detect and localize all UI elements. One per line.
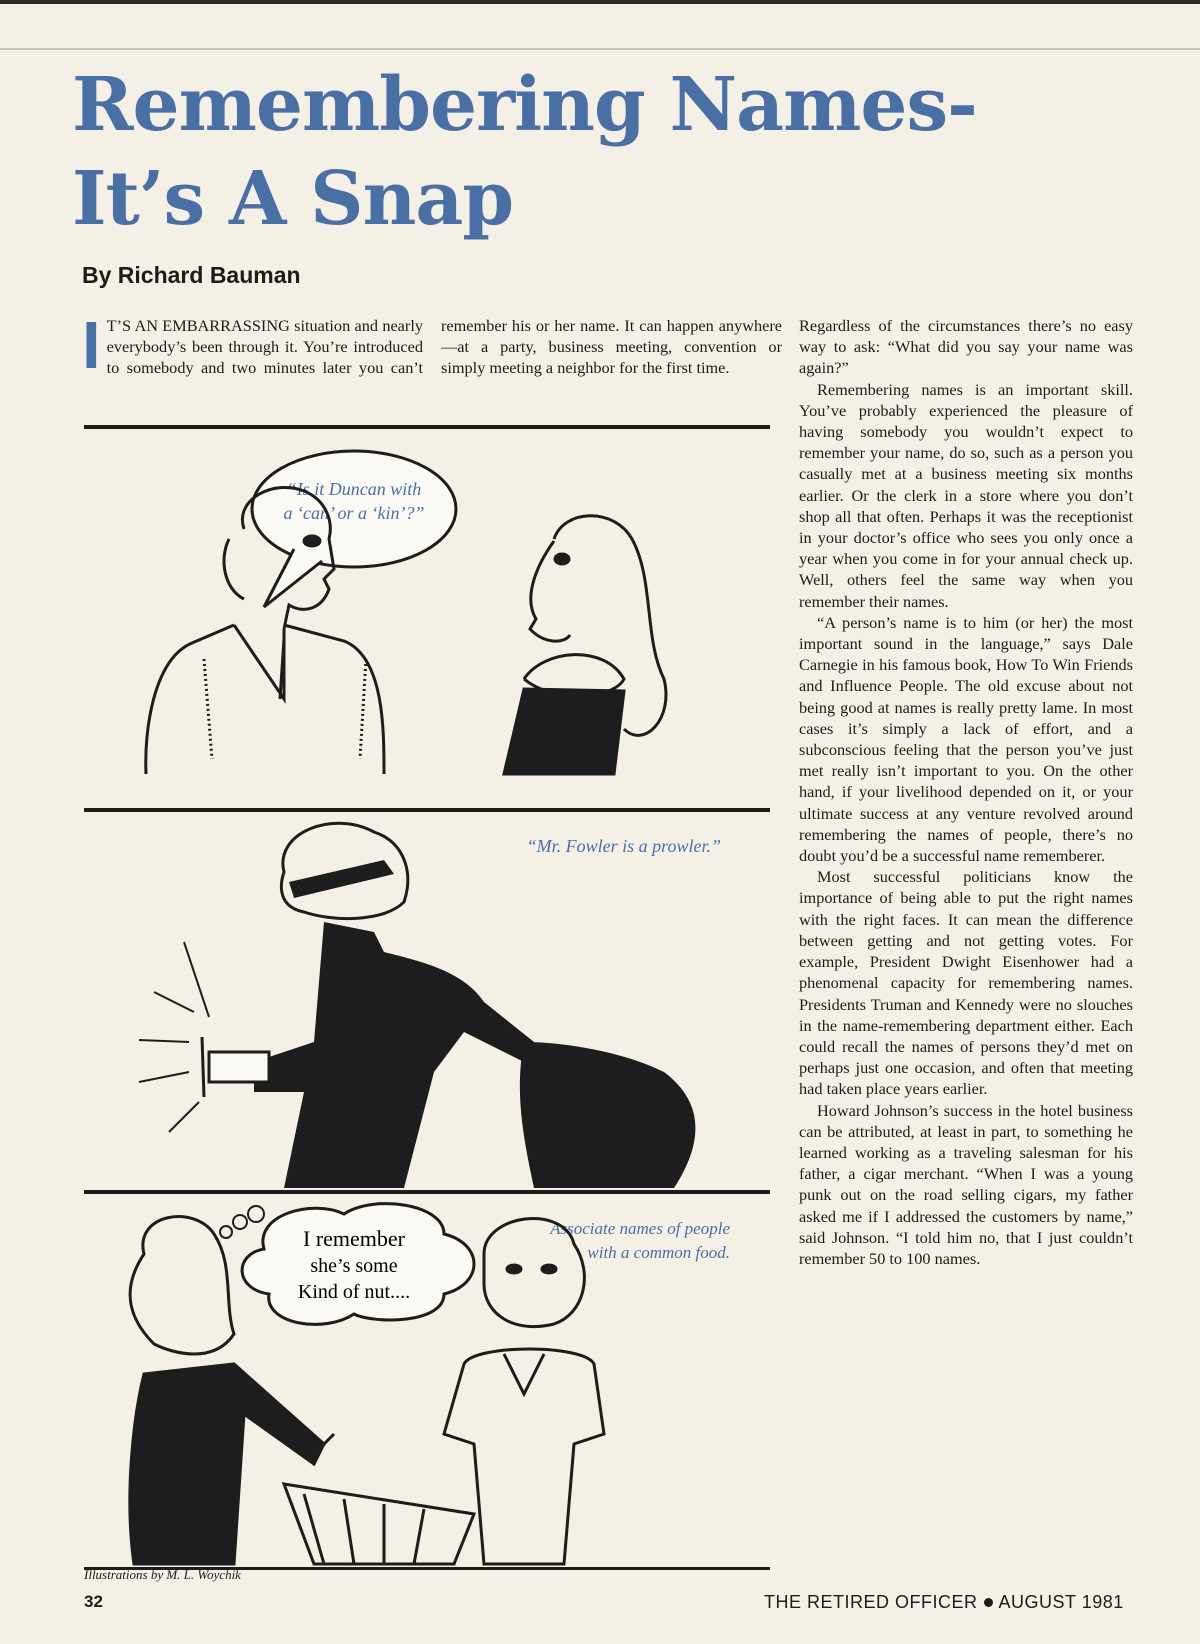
thought-line-2: she’s some xyxy=(310,1255,398,1277)
header-rule xyxy=(0,48,1200,50)
illustration-panel-3 xyxy=(84,1194,770,1566)
mask-icon xyxy=(289,860,394,898)
illustration-credit: Illustrations by M. L. Woychik xyxy=(84,1567,241,1582)
illustration-panel-1 xyxy=(84,429,770,807)
top-border xyxy=(0,0,1200,4)
byline: By Richard Bauman xyxy=(82,262,301,288)
page-number: 32 xyxy=(84,1592,103,1611)
prowler-figure xyxy=(139,823,695,1188)
intro-text: T’S AN EMBARRASSING situation and nearly everybody’s been through it. You’re introduced to somebody and two minutes later you can’t remember his or her name. It can happen anywhere—at a party, business meeting, convention or simply meeting a neighbor for the first time. xyxy=(106,316,782,377)
article-title xyxy=(72,58,977,246)
thought-line-3: Kind of nut.... xyxy=(297,1281,411,1303)
flashlight-icon xyxy=(209,1052,269,1082)
panel-3-caption-line-2: with a common food. xyxy=(587,1243,730,1262)
paragraph-3: “A person’s name is to him (or her) the most important sound in the language,” says Dale Carnegie in his famous book, How To Win Friends and Influence People. The old excuse about not being good at names is really pretty lame. In most cases it’s simply a lack of effort, and a subconscious feeling that the person you’ve just met really isn’t important to you. On the other hand, if your livelihood depended on it, or your ultimate success at any venture revolved around remembering the names of people, there’s no doubt you’d be a successful name rememberer. xyxy=(799,612,1133,866)
publication-name: THE RETIRED OFFICER xyxy=(764,1592,978,1612)
paragraph-4: Most successful politicians know the importance of being able to put the right names with the right faces. It can mean the difference between getting and not getting votes. For example, President Dwight Eisenhower had a phenomenal capacity for remembering names. Presidents Truman and Kennedy were no slouches in the name-remembering department either. Each could recall the names of persons they’d met on perhaps just one occasion, and often that meeting had taken place years earlier. xyxy=(799,867,1133,1099)
paragraph-5: Howard Johnson’s success in the hotel business can be attributed, at least in part, to something he learned working as a traveling salesman for his father, a cigar merchant. “When I was a young punk out on the road selling cigars, my father asked me if I addressed the customers by name,” said Johnson. “I told him no, that I just couldn’t remember 50 to 100 names. xyxy=(799,1100,1133,1268)
panel-2-drawing xyxy=(84,812,770,1189)
title-line-2: It’s A Snap xyxy=(72,156,514,242)
intro-paragraph xyxy=(82,308,782,383)
woman-figure xyxy=(504,516,666,774)
title-line-1: Remembering Names- xyxy=(72,62,977,148)
drop-cap: I xyxy=(82,308,101,383)
right-column xyxy=(799,315,1133,1269)
panel-2-caption: “Mr. Fowler is a prowler.” xyxy=(526,836,721,856)
bullet-icon xyxy=(984,1598,993,1607)
loot-bag-icon xyxy=(520,1042,696,1188)
panel-1-drawing xyxy=(84,429,770,807)
thought-line-1: I remember xyxy=(303,1226,405,1251)
panel-3-drawing xyxy=(84,1194,770,1566)
panel-3-caption-line-1: Associate names of people xyxy=(550,1219,730,1238)
paragraph-2: Remembering names is an important skill. You’ve probably experienced the pleasure of having somebody you wouldn’t expect to remember your name, do so, such as a person you casually met at a business meeting six months earlier. Or the clerk in a store where you don’t shop all that often. Perhaps it was the receptionist in your doctor’s office who sees you only once a year when you come in for your annual check up. Well, others feel the same way when you remember their names. xyxy=(799,379,1133,611)
issue-date: AUGUST 1981 xyxy=(998,1592,1124,1612)
publication-footer xyxy=(764,1592,1124,1613)
illustration-panel-2 xyxy=(84,812,770,1189)
speech-line-1: “Is it Duncan with xyxy=(286,479,422,499)
paragraph-1: Regardless of the circumstances there’s no easy way to ask: “What did you say your name was again?” xyxy=(799,316,1133,378)
speech-line-2: a ‘can’ or a ‘kin’?” xyxy=(283,503,425,523)
